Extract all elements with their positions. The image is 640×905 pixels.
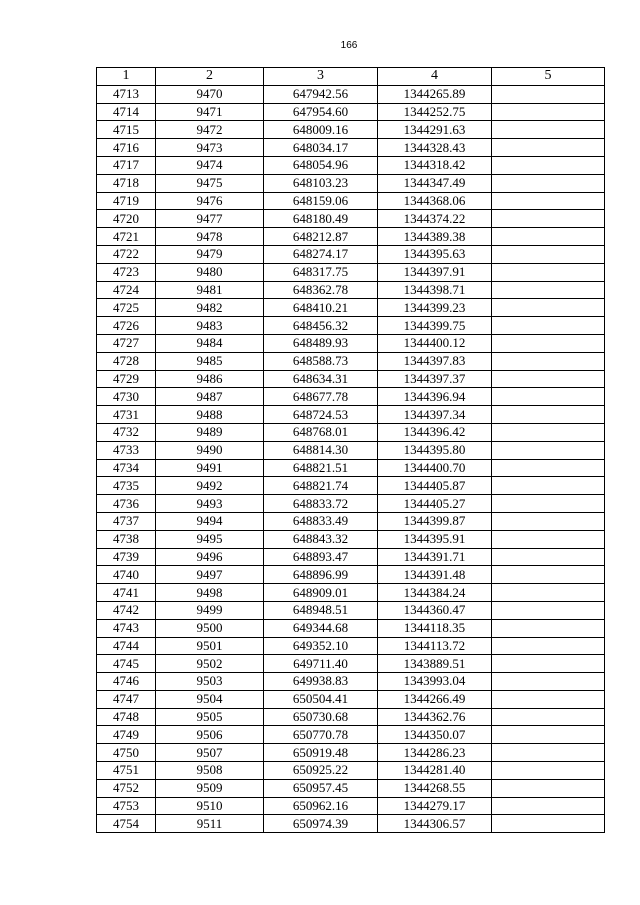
table-cell: 649711.40: [264, 655, 378, 673]
table-row: [97, 584, 605, 602]
table-cell: [492, 156, 605, 174]
table-cell: [492, 210, 605, 228]
table-row: [97, 352, 605, 370]
table-cell: 648054.96: [264, 156, 378, 174]
table-cell: 648009.16: [264, 121, 378, 139]
table-cell: 650919.48: [264, 744, 378, 762]
table-cell: 4748: [97, 708, 156, 726]
table-row: [97, 281, 605, 299]
table-cell: 1344279.17: [378, 797, 492, 815]
table-cell: 9481: [156, 281, 264, 299]
table-cell: 1344397.91: [378, 263, 492, 281]
table-cell: 9476: [156, 192, 264, 210]
table-cell: 4753: [97, 797, 156, 815]
table-cell: 650925.22: [264, 762, 378, 780]
table-cell: 4719: [97, 192, 156, 210]
table-cell: 4715: [97, 121, 156, 139]
table-row: [97, 139, 605, 157]
table-cell: 1344350.07: [378, 726, 492, 744]
table-row: [97, 423, 605, 441]
table-cell: 4731: [97, 406, 156, 424]
table-cell: [492, 815, 605, 833]
table-cell: 648588.73: [264, 352, 378, 370]
table-row: [97, 156, 605, 174]
table-cell: 1344399.75: [378, 317, 492, 335]
table-cell: 4736: [97, 495, 156, 513]
table-cell: 9474: [156, 156, 264, 174]
table-row: [97, 477, 605, 495]
table-cell: [492, 192, 605, 210]
table-row: [97, 85, 605, 103]
table-cell: 4723: [97, 263, 156, 281]
table-row: [97, 103, 605, 121]
table-cell: 9495: [156, 530, 264, 548]
column-header: 1: [97, 68, 156, 86]
table-cell: 648768.01: [264, 423, 378, 441]
table-cell: 1344395.63: [378, 245, 492, 263]
table-cell: [492, 85, 605, 103]
table-cell: 4746: [97, 673, 156, 691]
table-cell: 9494: [156, 512, 264, 530]
table-cell: 648724.53: [264, 406, 378, 424]
table-cell: [492, 370, 605, 388]
table-cell: 9496: [156, 548, 264, 566]
table-cell: 1344399.87: [378, 512, 492, 530]
table-cell: [492, 797, 605, 815]
table-cell: 1344347.49: [378, 174, 492, 192]
table-cell: 4735: [97, 477, 156, 495]
table-cell: 648821.51: [264, 459, 378, 477]
table-cell: 4737: [97, 512, 156, 530]
table-cell: 1344389.38: [378, 228, 492, 246]
table-cell: 4725: [97, 299, 156, 317]
table-cell: [492, 512, 605, 530]
table-cell: 1344265.89: [378, 85, 492, 103]
table-cell: [492, 352, 605, 370]
table-cell: 4730: [97, 388, 156, 406]
table-row: [97, 601, 605, 619]
table-cell: 648317.75: [264, 263, 378, 281]
table-row: [97, 459, 605, 477]
table-cell: [492, 726, 605, 744]
table-cell: 1344399.23: [378, 299, 492, 317]
table-cell: 1344395.91: [378, 530, 492, 548]
table-cell: 4733: [97, 441, 156, 459]
table-cell: 9471: [156, 103, 264, 121]
table-cell: 1344268.55: [378, 779, 492, 797]
table-cell: [492, 530, 605, 548]
table-cell: 650504.41: [264, 690, 378, 708]
table-cell: 648843.32: [264, 530, 378, 548]
table-cell: [492, 103, 605, 121]
table-cell: 9478: [156, 228, 264, 246]
table-cell: 1343889.51: [378, 655, 492, 673]
table-cell: 648456.32: [264, 317, 378, 335]
table-cell: 4744: [97, 637, 156, 655]
table-cell: [492, 388, 605, 406]
table-cell: 9480: [156, 263, 264, 281]
table-cell: 4732: [97, 423, 156, 441]
table-row: [97, 637, 605, 655]
table-cell: 1344368.06: [378, 192, 492, 210]
table-cell: 4721: [97, 228, 156, 246]
table-cell: 1344398.71: [378, 281, 492, 299]
table-row: [97, 388, 605, 406]
table-cell: 4750: [97, 744, 156, 762]
table-cell: 1344118.35: [378, 619, 492, 637]
table-cell: 4718: [97, 174, 156, 192]
table-row: [97, 530, 605, 548]
table-cell: [492, 281, 605, 299]
table-cell: 1344291.63: [378, 121, 492, 139]
column-header: 2: [156, 68, 264, 86]
table-cell: 1344328.43: [378, 139, 492, 157]
table-cell: 650770.78: [264, 726, 378, 744]
table-cell: 1344318.42: [378, 156, 492, 174]
table-cell: 647942.56: [264, 85, 378, 103]
table-cell: 9482: [156, 299, 264, 317]
table-cell: [492, 584, 605, 602]
table-row: [97, 210, 605, 228]
table-cell: [492, 121, 605, 139]
table-row: [97, 690, 605, 708]
table-row: [97, 228, 605, 246]
table-cell: [492, 459, 605, 477]
table-cell: 9504: [156, 690, 264, 708]
table-cell: [492, 477, 605, 495]
table-cell: 9491: [156, 459, 264, 477]
table-cell: 4738: [97, 530, 156, 548]
table-cell: 649938.83: [264, 673, 378, 691]
table-cell: 1343993.04: [378, 673, 492, 691]
table-row: [97, 779, 605, 797]
table-row: [97, 192, 605, 210]
table-cell: 1344396.94: [378, 388, 492, 406]
table-row: [97, 512, 605, 530]
table-cell: [492, 441, 605, 459]
table-cell: 9483: [156, 317, 264, 335]
table-cell: [492, 245, 605, 263]
table-cell: [492, 174, 605, 192]
table-cell: [492, 655, 605, 673]
table-row: [97, 619, 605, 637]
table-row: [97, 495, 605, 513]
table-row: [97, 263, 605, 281]
table-cell: 648677.78: [264, 388, 378, 406]
table-cell: 648896.99: [264, 566, 378, 584]
table-cell: 4739: [97, 548, 156, 566]
table-cell: 648180.49: [264, 210, 378, 228]
table-cell: 4741: [97, 584, 156, 602]
table-cell: 4720: [97, 210, 156, 228]
table-row: [97, 406, 605, 424]
table-header-row: [97, 68, 605, 86]
table-row: [97, 797, 605, 815]
table-cell: 9473: [156, 139, 264, 157]
table-cell: 4728: [97, 352, 156, 370]
table-cell: 648814.30: [264, 441, 378, 459]
table-body: [97, 85, 605, 832]
table-cell: 4726: [97, 317, 156, 335]
table-cell: 9489: [156, 423, 264, 441]
table-cell: [492, 139, 605, 157]
table-row: [97, 370, 605, 388]
table-cell: 1344397.83: [378, 352, 492, 370]
table-cell: 9479: [156, 245, 264, 263]
table-row: [97, 441, 605, 459]
table-cell: 1344306.57: [378, 815, 492, 833]
table-cell: 4722: [97, 245, 156, 263]
table-cell: 9501: [156, 637, 264, 655]
table-cell: 1344397.34: [378, 406, 492, 424]
table-row: [97, 121, 605, 139]
table-cell: 4742: [97, 601, 156, 619]
table-cell: [492, 263, 605, 281]
table-cell: 649344.68: [264, 619, 378, 637]
table-cell: 9500: [156, 619, 264, 637]
table-cell: 9472: [156, 121, 264, 139]
table-cell: 9486: [156, 370, 264, 388]
table-row: [97, 299, 605, 317]
table-cell: 4724: [97, 281, 156, 299]
table-cell: 650962.16: [264, 797, 378, 815]
table-cell: [492, 619, 605, 637]
table-cell: 9509: [156, 779, 264, 797]
table-row: [97, 655, 605, 673]
table-cell: 648833.72: [264, 495, 378, 513]
table-row: [97, 726, 605, 744]
table-cell: 650730.68: [264, 708, 378, 726]
table-cell: 649352.10: [264, 637, 378, 655]
table-row: [97, 815, 605, 833]
table-cell: 9499: [156, 601, 264, 619]
column-header: 5: [492, 68, 605, 86]
table-cell: 4714: [97, 103, 156, 121]
table-cell: 4749: [97, 726, 156, 744]
coordinates-table: [96, 67, 605, 833]
column-header: 3: [264, 68, 378, 86]
table-cell: 4745: [97, 655, 156, 673]
table-cell: 1344395.80: [378, 441, 492, 459]
table-cell: [492, 495, 605, 513]
table-cell: 1344252.75: [378, 103, 492, 121]
table-row: [97, 673, 605, 691]
table-row: [97, 762, 605, 780]
table-cell: 1344362.76: [378, 708, 492, 726]
table-cell: [492, 708, 605, 726]
table-cell: 1344384.24: [378, 584, 492, 602]
table-cell: [492, 779, 605, 797]
table-cell: 1344391.48: [378, 566, 492, 584]
table-cell: 648821.74: [264, 477, 378, 495]
table-cell: [492, 566, 605, 584]
table-cell: [492, 744, 605, 762]
table-cell: 1344113.72: [378, 637, 492, 655]
table-cell: [492, 334, 605, 352]
table-cell: [492, 406, 605, 424]
table-row: [97, 708, 605, 726]
table-cell: 9498: [156, 584, 264, 602]
table-cell: 647954.60: [264, 103, 378, 121]
table-cell: 648212.87: [264, 228, 378, 246]
table-row: [97, 174, 605, 192]
page-number: 166: [340, 40, 358, 51]
table-cell: 648410.21: [264, 299, 378, 317]
table-cell: 648362.78: [264, 281, 378, 299]
table-row: [97, 548, 605, 566]
column-header: 4: [378, 68, 492, 86]
table-cell: [492, 601, 605, 619]
table-cell: 9475: [156, 174, 264, 192]
table-cell: 4716: [97, 139, 156, 157]
table-cell: 1344400.12: [378, 334, 492, 352]
table-cell: 9511: [156, 815, 264, 833]
table-cell: 1344281.40: [378, 762, 492, 780]
table-cell: 1344397.37: [378, 370, 492, 388]
table-cell: 648833.49: [264, 512, 378, 530]
table-cell: [492, 317, 605, 335]
table-cell: 650974.39: [264, 815, 378, 833]
table-cell: [492, 637, 605, 655]
table-cell: 1344405.87: [378, 477, 492, 495]
table-cell: 9492: [156, 477, 264, 495]
table-cell: 9508: [156, 762, 264, 780]
table-row: [97, 245, 605, 263]
table-cell: [492, 228, 605, 246]
table-cell: 4734: [97, 459, 156, 477]
table-cell: [492, 299, 605, 317]
table-cell: 4747: [97, 690, 156, 708]
table-cell: 9487: [156, 388, 264, 406]
table-cell: 4740: [97, 566, 156, 584]
table-cell: 1344400.70: [378, 459, 492, 477]
table-cell: 9488: [156, 406, 264, 424]
table-cell: 9502: [156, 655, 264, 673]
table-cell: 1344286.23: [378, 744, 492, 762]
table-cell: 4729: [97, 370, 156, 388]
table-cell: 9470: [156, 85, 264, 103]
table-cell: 4717: [97, 156, 156, 174]
table-cell: [492, 673, 605, 691]
table-cell: 1344266.49: [378, 690, 492, 708]
table-cell: 9505: [156, 708, 264, 726]
table-cell: [492, 423, 605, 441]
table-cell: 9507: [156, 744, 264, 762]
table-cell: 648909.01: [264, 584, 378, 602]
table-cell: 4727: [97, 334, 156, 352]
table-cell: 4754: [97, 815, 156, 833]
table-cell: 648489.93: [264, 334, 378, 352]
table-cell: 1344360.47: [378, 601, 492, 619]
table-cell: 4751: [97, 762, 156, 780]
table-cell: 9477: [156, 210, 264, 228]
table-cell: 9503: [156, 673, 264, 691]
table-cell: 4713: [97, 85, 156, 103]
table-cell: 648159.06: [264, 192, 378, 210]
table-cell: 648274.17: [264, 245, 378, 263]
table-row: [97, 566, 605, 584]
table-cell: 648103.23: [264, 174, 378, 192]
table-cell: [492, 690, 605, 708]
table-cell: [492, 762, 605, 780]
table-cell: 648948.51: [264, 601, 378, 619]
table-cell: 650957.45: [264, 779, 378, 797]
table-row: [97, 334, 605, 352]
table-cell: 1344374.22: [378, 210, 492, 228]
table-cell: 9485: [156, 352, 264, 370]
table-cell: 9484: [156, 334, 264, 352]
table-cell: 4743: [97, 619, 156, 637]
table-cell: 9493: [156, 495, 264, 513]
table-cell: 1344391.71: [378, 548, 492, 566]
table-row: [97, 317, 605, 335]
table-cell: [492, 548, 605, 566]
table-cell: 648634.31: [264, 370, 378, 388]
table-cell: 4752: [97, 779, 156, 797]
table-row: [97, 744, 605, 762]
table-cell: 9506: [156, 726, 264, 744]
table-cell: 1344405.27: [378, 495, 492, 513]
table-cell: 9490: [156, 441, 264, 459]
table-cell: 1344396.42: [378, 423, 492, 441]
table-cell: 648034.17: [264, 139, 378, 157]
table-cell: 648893.47: [264, 548, 378, 566]
table-cell: 9510: [156, 797, 264, 815]
table-cell: 9497: [156, 566, 264, 584]
